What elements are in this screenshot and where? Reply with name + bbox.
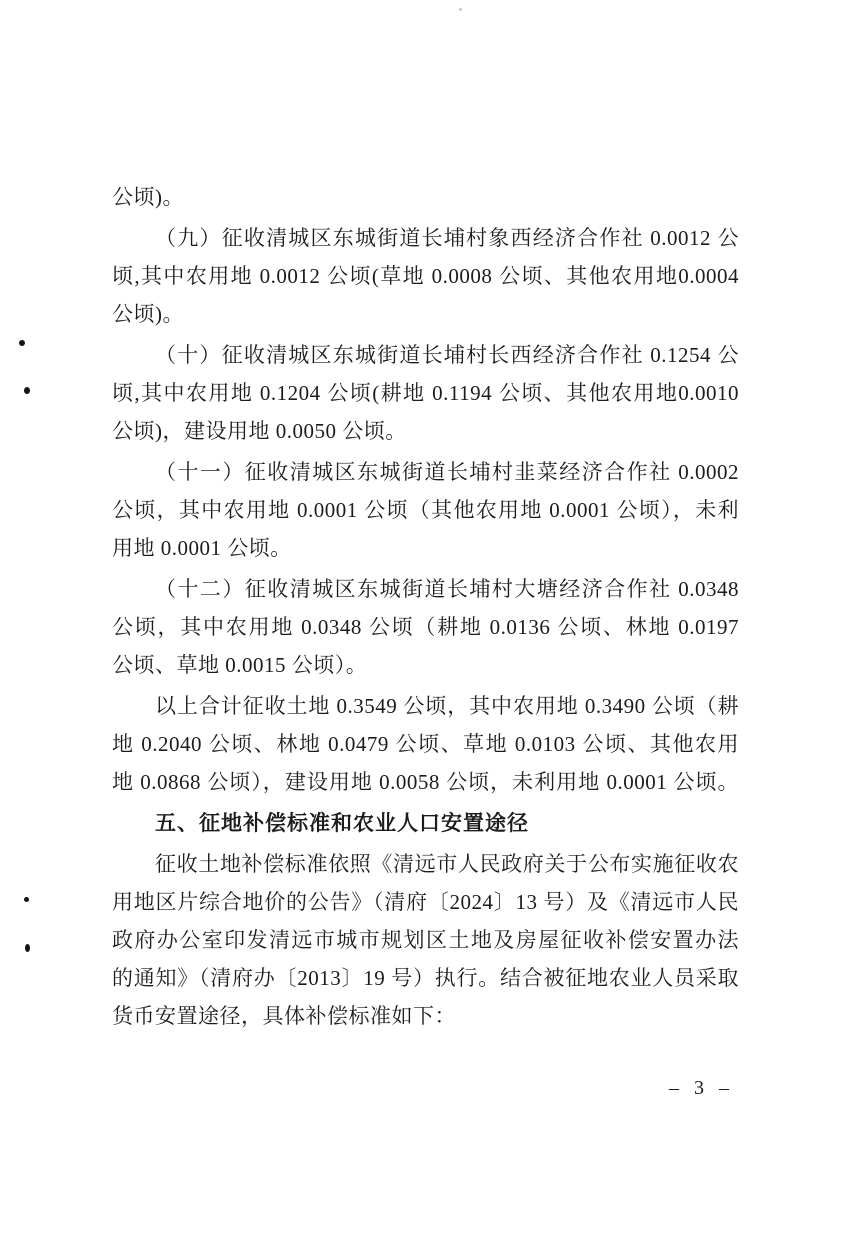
text-line: 征收土地补偿标准依照《清远市人民政府关于公布实施征收农 <box>155 852 739 876</box>
text-line: 顷,其中农用地 0.0012 公顷(草地 0.0008 公顷、其他农用地0.0004 <box>112 264 739 288</box>
text-line: 公顷、草地 0.0015 公顷）。 <box>112 653 368 677</box>
document-body <box>112 178 739 1038</box>
text-line: 地 0.2040 公顷、林地 0.0479 公顷、草地 0.0103 公顷、其他农用 <box>112 732 739 756</box>
scan-speck <box>25 944 30 952</box>
text-line: 用地区片综合地价的公告》（清府〔2024〕13 号）及《清远市人民 <box>112 890 739 914</box>
text-line: （十二）征收清城区东城街道长埔村大塘经济合作社 0.0348 <box>155 577 739 601</box>
text-line: 用地 0.0001 公顷。 <box>112 536 292 560</box>
text-line: 地 0.0868 公顷），建设用地 0.0058 公顷，未利用地 0.0001 公顷。 <box>112 770 739 794</box>
text-line: 五、征地补偿标准和农业人口安置途径 <box>155 811 529 835</box>
section-heading <box>112 804 739 842</box>
text-line: 公顷)。 <box>112 302 184 326</box>
scan-speck <box>24 387 30 394</box>
text-line: 公顷，其中农用地 0.0348 公顷（耕地 0.0136 公顷、林地 0.0197 <box>112 615 739 639</box>
text-line: 公顷)，建设用地 0.0050 公顷。 <box>112 419 407 443</box>
text-line: （十）征收清城区东城街道长埔村长西经济合作社 0.1254 公 <box>155 343 739 367</box>
paragraph-total <box>112 687 739 801</box>
scan-speck <box>459 8 462 11</box>
text-line: 货币安置途径，具体补偿标准如下： <box>112 1004 456 1028</box>
paragraph-8-continuation <box>112 178 739 216</box>
text-line: 政府办公室印发清远市城市规划区土地及房屋征收补偿安置办法 <box>112 928 739 952</box>
text-line: 顷,其中农用地 0.1204 公顷(耕地 0.1194 公顷、其他农用地0.0010 <box>112 381 739 405</box>
paragraph-12 <box>112 570 739 684</box>
text-line: 以上合计征收土地 0.3549 公顷，其中农用地 0.3490 公顷（耕 <box>155 694 739 718</box>
paragraph-compensation <box>112 845 739 1035</box>
paragraph-11 <box>112 453 739 567</box>
text-line: 公顷，其中农用地 0.0001 公顷（其他农用地 0.0001 公顷），未利 <box>112 498 739 522</box>
page-number: – 3 – <box>669 1077 734 1099</box>
text-line: 公顷)。 <box>112 185 184 209</box>
text-line: 的通知》（清府办〔2013〕19 号）执行。结合被征地农业人员采取 <box>112 966 739 990</box>
text-line: （九）征收清城区东城街道长埔村象西经济合作社 0.0012 公 <box>155 226 739 250</box>
paragraph-9 <box>112 219 739 333</box>
scan-speck <box>24 897 29 902</box>
scan-speck <box>19 340 25 346</box>
text-line: （十一）征收清城区东城街道长埔村韭菜经济合作社 0.0002 <box>155 460 739 484</box>
paragraph-10 <box>112 336 739 450</box>
